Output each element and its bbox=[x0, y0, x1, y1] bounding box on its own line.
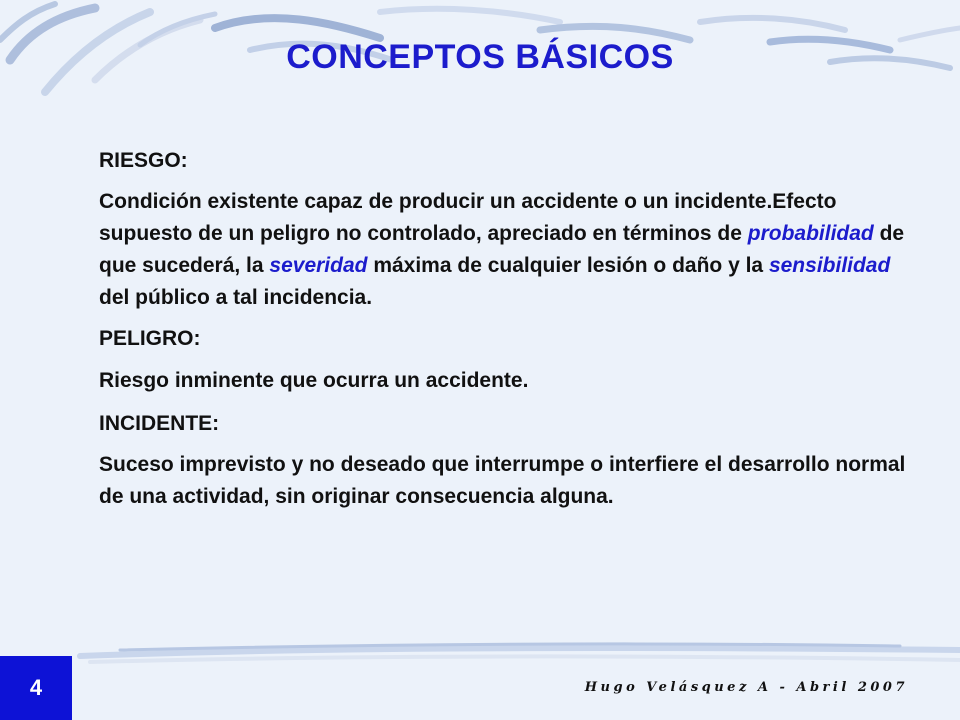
page-number: 4 bbox=[29, 675, 43, 700]
term-incidente: INCIDENTE: bbox=[99, 412, 220, 435]
definition-riesgo bbox=[99, 186, 919, 314]
keyword-sensibilidad: sensibilidad bbox=[768, 254, 891, 277]
keyword-probabilidad: probabilidad bbox=[747, 222, 874, 245]
footer-author-credit: Hugo Velásquez A - Abril 2007 bbox=[584, 680, 908, 695]
keyword-severidad: severidad bbox=[269, 254, 368, 277]
definition-incidente: Suceso imprevisto y no deseado que interrumpe o interfiere el desarrollo normal de una actividad, sin originar consecuencia alguna. bbox=[99, 453, 906, 508]
definition-riesgo-text: de que sucederá, la bbox=[99, 222, 905, 277]
bottom-wave-decoration bbox=[0, 630, 960, 670]
concept-list bbox=[99, 146, 919, 513]
slide-title: CONCEPTOS BÁSICOS bbox=[286, 38, 674, 76]
term-peligro: PELIGRO: bbox=[99, 327, 201, 350]
page-number-badge bbox=[0, 656, 72, 720]
definition-riesgo-text: del público a tal incidencia. bbox=[99, 286, 373, 309]
definition-riesgo-text: Condición existente capaz de producir un accidente o un incidente.Efecto supuesto de un peligro no controlado, apreciado en términos de bbox=[99, 190, 837, 245]
definition-peligro: Riesgo inminente que ocurra un accidente. bbox=[99, 369, 529, 392]
definition-riesgo-text: máxima de cualquier lesión o daño y la bbox=[367, 254, 769, 277]
term-riesgo: RIESGO: bbox=[99, 149, 188, 172]
